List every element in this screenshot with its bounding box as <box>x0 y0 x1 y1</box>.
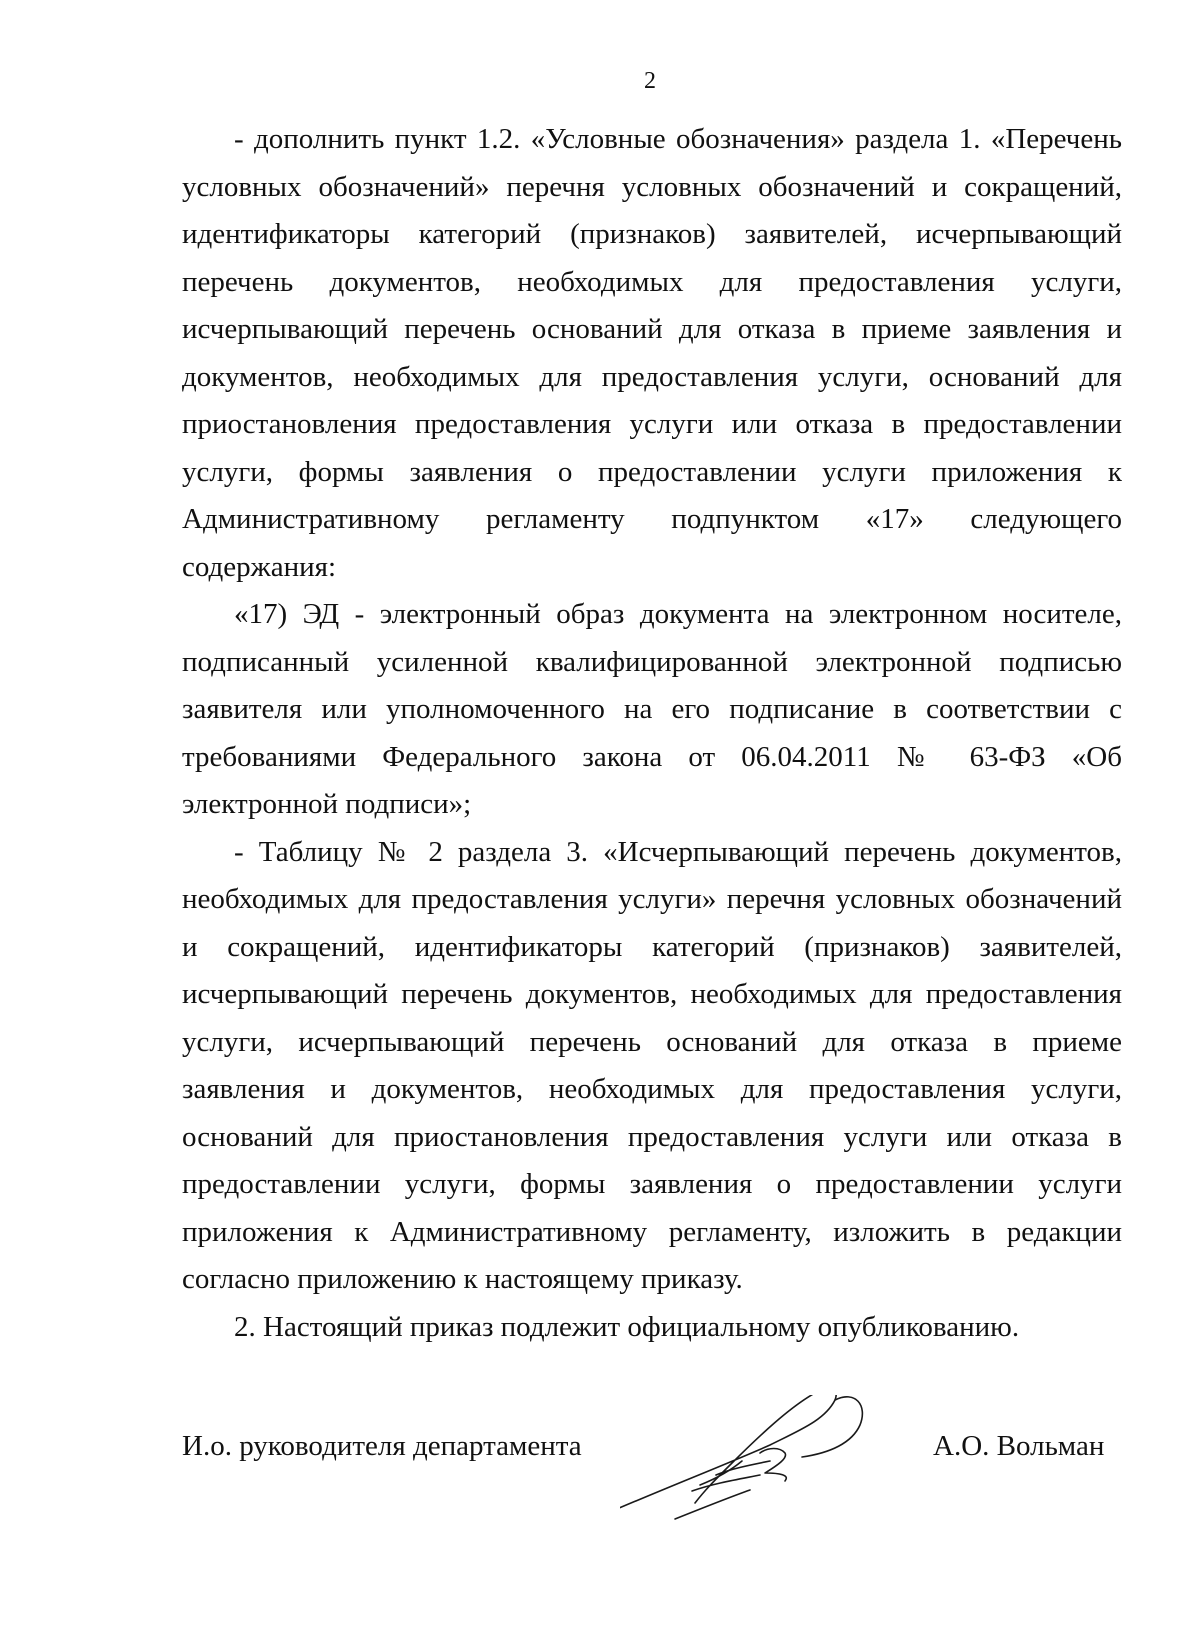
paragraph-amend-item-1-2: - дополнить пункт 1.2. «Условные обозначения» раздела 1. «Перечень условных обозначений» перечня условных обозначений и сокращений, идентификаторы категорий (признаков) заявителей, исчерпывающий перечень документов, необходимых для предоставления услуги, исчерпывающий перечень оснований для отказа в приеме заявления и документов, необходимых для предоставления услуги, оснований для приостановления предоставления услуги или отказа в предоставлении услуги, формы заявления о предоставлении услуги приложения к Административному регламенту подпунктом «17» следующего содержания: <box>182 123 1122 583</box>
signatory-position: И.о. руководителя департамента <box>182 1430 582 1462</box>
handwritten-signature <box>620 1395 920 1525</box>
paragraph-publication: 2. Настоящий приказ подлежит официальному опубликованию. <box>234 1310 1020 1343</box>
signatory-name: А.О. Вольман <box>933 1430 1105 1462</box>
paragraph-table-2: - Таблицу № 2 раздела 3. «Исчерпывающий перечень документов, необходимых для предоставления услуги» перечня условных обозначений и сокращений, идентификаторы категорий (признаков) заявителей, исчерпывающий перечень документов, необходимых для предоставления услуги, исчерпывающий перечень оснований для отказа в приеме заявления и документов, необходимых для предоставления услуги, оснований для приостановления предоставления услуги или отказа в предоставлении услуги, формы заявления о предоставлении услуги приложения к Административному регламенту, изложить в редакции согласно приложению к настоящему приказу. <box>182 835 1122 1295</box>
page-number: 2 <box>644 68 656 94</box>
document-body <box>182 116 1122 1351</box>
paragraph-subitem-17: «17) ЭД - электронный образ документа на электронном носителе, подписанный усиленной квалифицированной электронной подписью заявителя или уполномоченного на его подписание в соответствии с требованиями Федерального закона от 06.04.2011 № 63-ФЗ «Об электронной подписи»; <box>182 598 1122 820</box>
